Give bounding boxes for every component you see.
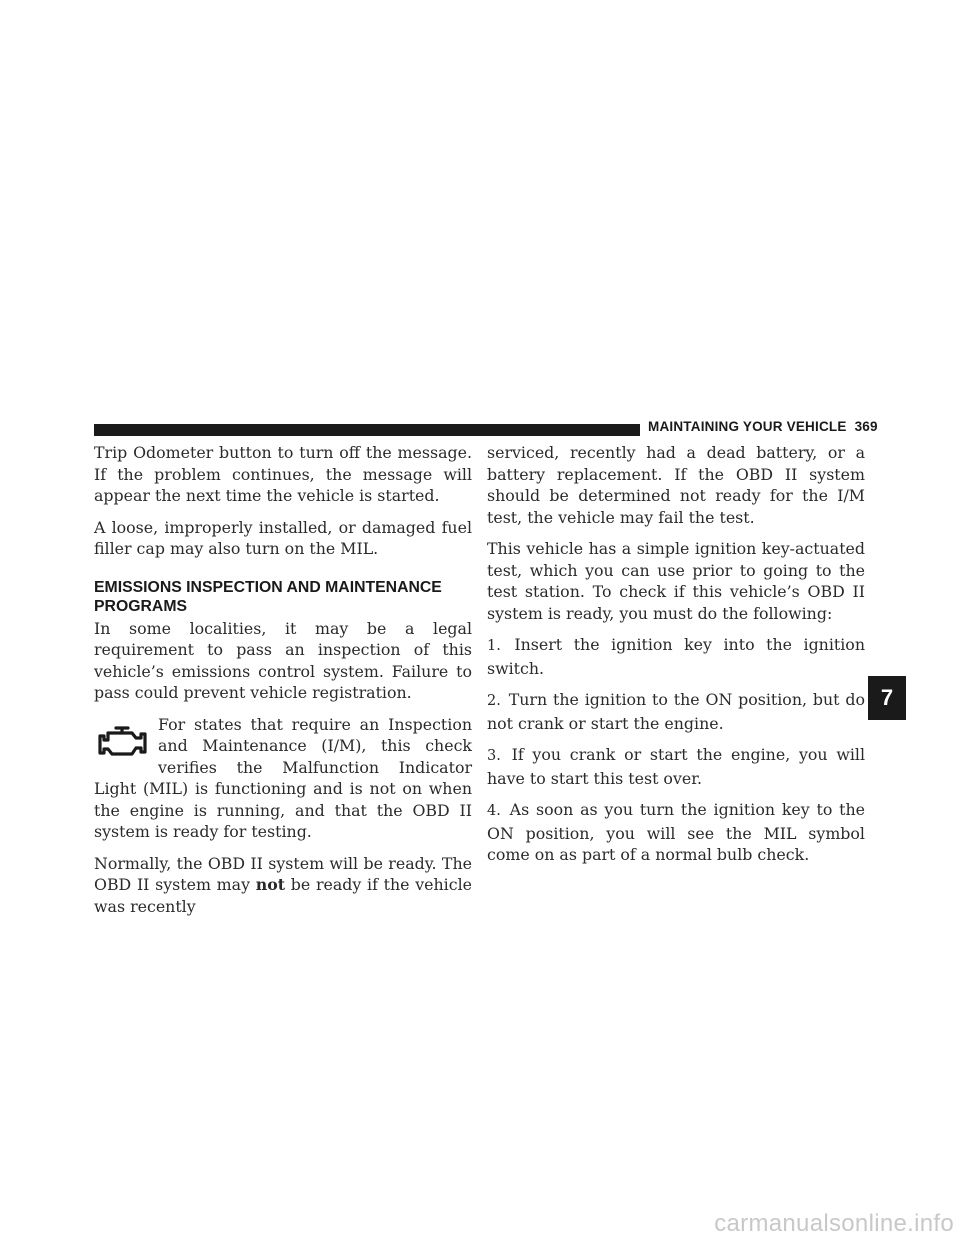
section-title: MAINTAINING YOUR VEHICLE (648, 419, 847, 434)
paragraph: In some localities, it may be a legal requirement to pass an inspection of this vehicle’s emissions control system. Failure to pass could prevent vehicle registration. (94, 618, 472, 702)
right-column (487, 442, 865, 876)
section-heading: EMISSIONS INSPECTION AND MAINTENANCE PROGRAMS (94, 578, 442, 615)
step-item: 1. Insert the ignition key into the ignition switch. (487, 635, 865, 678)
chapter-tab: 7 (868, 676, 906, 720)
step-item: 2. Turn the ignition to the ON position, but do not crank or start the engine. (487, 690, 865, 733)
check-engine-icon (96, 722, 148, 762)
mil-icon-paragraph (94, 714, 472, 843)
running-header (648, 419, 878, 434)
header-rule (94, 424, 640, 436)
paragraph: Normally, the OBD II system will be ready. The OBD II system may not be ready if the vehicle was recently (94, 853, 472, 916)
paragraph: For states that require an Inspection and Maintenance (I/M), this check verifies the Malfunction Indicator Light (MIL) is functioning and is not on when the engine is running, and that the OBD II system is ready for testing. (94, 714, 472, 841)
step-item: 4. As soon as you turn the ignition key to the ON position, you will see the MIL symbol come on as part of a normal bulb check. (487, 800, 865, 864)
paragraph: serviced, recently had a dead battery, or a battery replacement. If the OBD II system should be determined not ready for the I/M test, the vehicle may fail the test. (487, 443, 865, 527)
paragraph: Trip Odometer button to turn off the message. If the problem continues, the message will appear the next time the vehicle is started. (94, 443, 472, 505)
paragraph: This vehicle has a simple ignition key-actuated test, which you can use prior to going to the test station. To check if this vehicle’s OBD II system is ready, you must do the following: (487, 539, 865, 623)
page-number: 369 (854, 419, 878, 434)
step-item: 3. If you crank or start the engine, you will have to start this test over. (487, 745, 865, 788)
watermark: carmanualsonline.info (714, 1210, 954, 1237)
paragraph: A loose, improperly installed, or damaged fuel filler cap may also turn on the MIL. (94, 517, 472, 558)
left-column (94, 442, 472, 927)
